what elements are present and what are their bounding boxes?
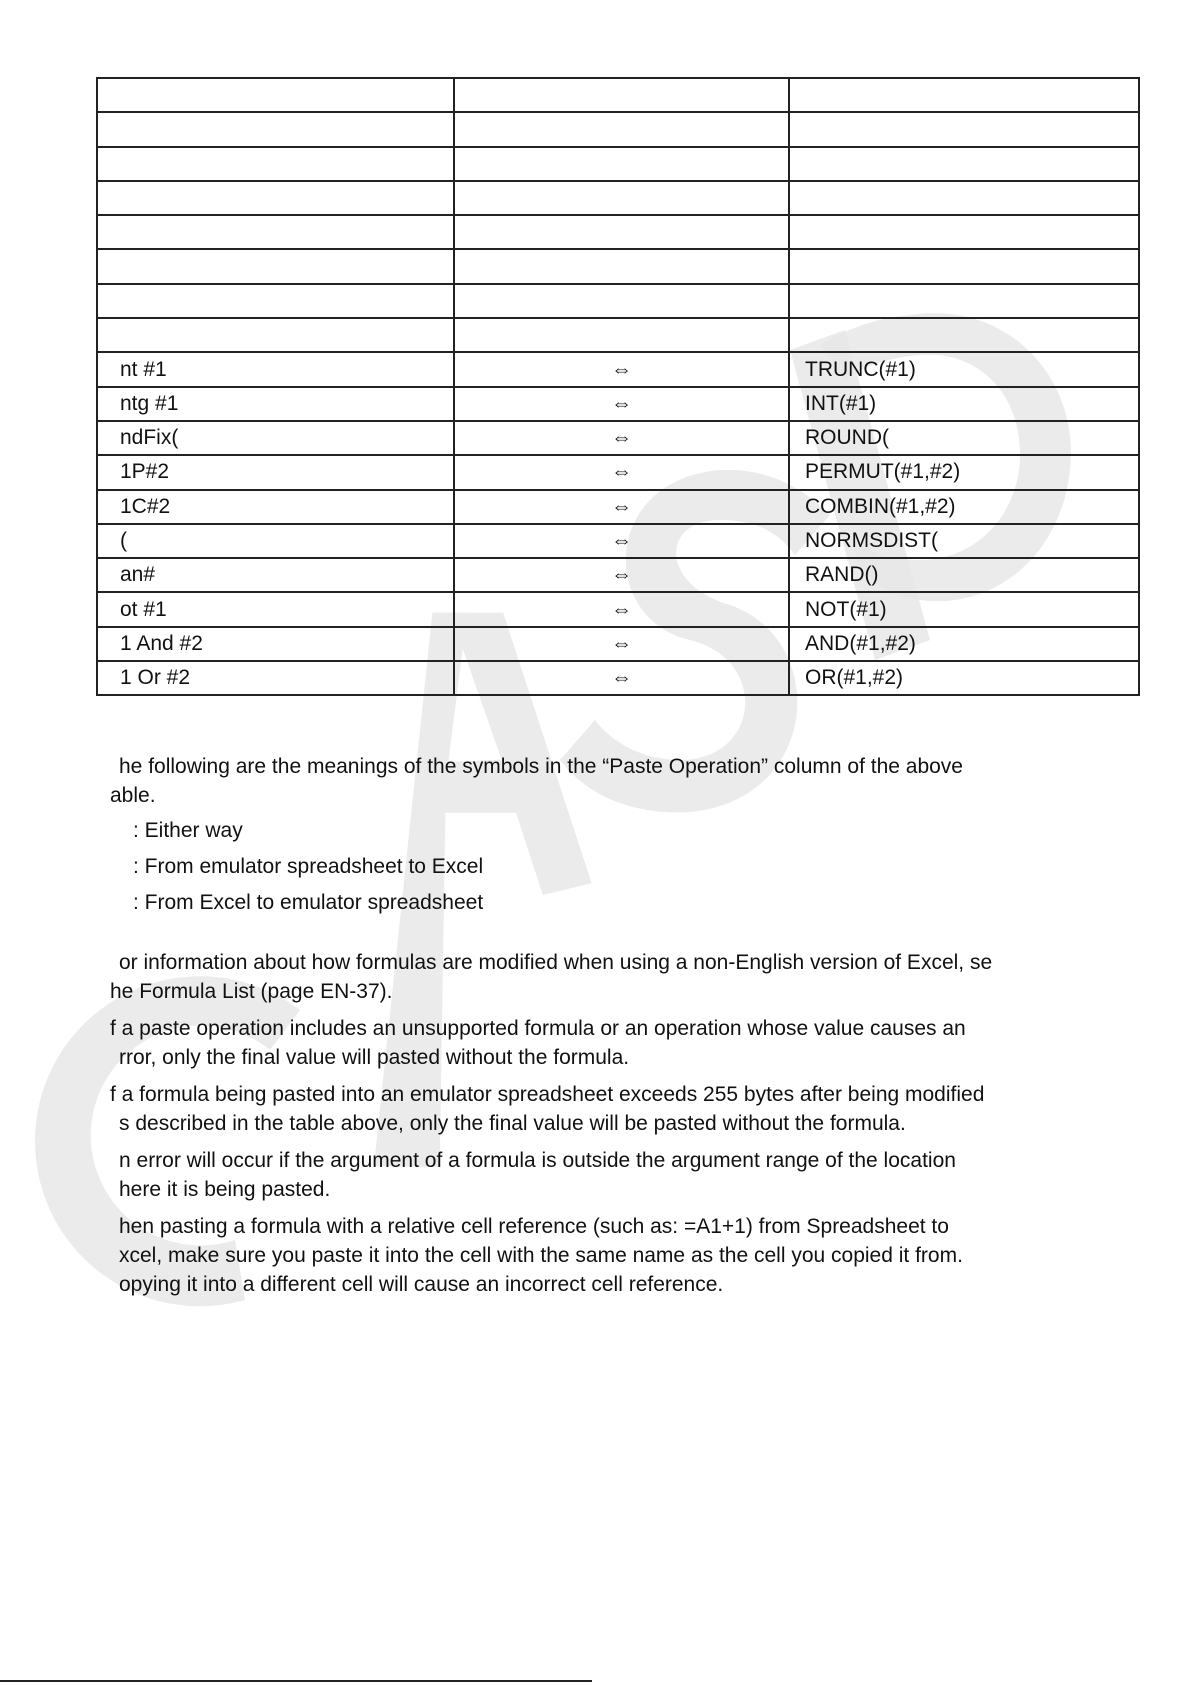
excel-formula-cell: OR(#1,#2) — [789, 661, 1139, 695]
note-line: rror, only the final value will pasted without the formula. — [119, 1046, 630, 1069]
table-row — [97, 147, 1139, 181]
excel-formula-cell: TRUNC(#1) — [789, 352, 1139, 386]
table-row — [97, 524, 1139, 558]
notes-intro-line: able. — [110, 784, 156, 807]
table-row — [97, 284, 1139, 318]
excel-formula-cell: INT(#1) — [789, 387, 1139, 421]
table-row — [97, 318, 1139, 352]
excel-formula-cell — [789, 112, 1139, 146]
footer-rule — [0, 1680, 592, 1682]
excel-formula-cell — [789, 147, 1139, 181]
calculator-expression-cell — [97, 249, 454, 283]
paste-operation-symbol-cell — [454, 78, 789, 112]
note-line: xcel, make sure you paste it into the cell with the same name as the cell you copied it from. — [119, 1244, 963, 1267]
note-line: hen pasting a formula with a relative cell reference (such as: =A1+1) from Spreadsheet to — [119, 1215, 949, 1238]
table-row — [97, 112, 1139, 146]
table-row — [97, 421, 1139, 455]
calculator-expression-cell: ndFix( — [97, 421, 454, 455]
calculator-expression-cell: ot #1 — [97, 592, 454, 626]
paste-operation-symbol-cell — [454, 215, 789, 249]
notes-list — [110, 948, 1079, 1299]
note-line: he Formula List (page EN-37). — [110, 980, 393, 1003]
table-row — [97, 181, 1139, 215]
legend-item: : Either way — [133, 819, 243, 842]
note-line: opying it into a different cell will cause an incorrect cell reference. — [119, 1273, 724, 1296]
excel-formula-cell — [789, 318, 1139, 352]
paste-operation-symbol-cell — [454, 318, 789, 352]
calculator-expression-cell — [97, 284, 454, 318]
note-line: f a paste operation includes an unsupported formula or an operation whose value causes an — [110, 1017, 966, 1040]
paste-operation-symbol-cell: ⇔ — [454, 455, 789, 489]
note-item — [110, 1014, 1079, 1072]
calculator-expression-cell — [97, 78, 454, 112]
note-item — [119, 1212, 1079, 1299]
note-line: f a formula being pasted into an emulator spreadsheet exceeds 255 bytes after being modified — [110, 1083, 985, 1106]
calculator-expression-cell: 1 And #2 — [97, 627, 454, 661]
paste-operation-symbol-cell: ⇔ — [454, 592, 789, 626]
calculator-expression-cell: an# — [97, 558, 454, 592]
excel-formula-cell: NORMSDIST( — [789, 524, 1139, 558]
paste-operation-symbol-cell: ⇔ — [454, 558, 789, 592]
excel-formula-cell: NOT(#1) — [789, 592, 1139, 626]
excel-formula-cell: PERMUT(#1,#2) — [789, 455, 1139, 489]
calculator-expression-cell: 1P#2 — [97, 455, 454, 489]
paste-operation-symbol-cell: ⇔ — [454, 352, 789, 386]
note-item — [110, 948, 1079, 1006]
calculator-expression-cell: nt #1 — [97, 352, 454, 386]
table-row — [97, 558, 1139, 592]
calculator-expression-cell — [97, 181, 454, 215]
notes-section — [110, 752, 1079, 1307]
excel-formula-cell: RAND() — [789, 558, 1139, 592]
paste-operation-symbol-cell: ⇔ — [454, 387, 789, 421]
note-item — [110, 1080, 1079, 1138]
table-row — [97, 490, 1139, 524]
paste-operation-symbol-cell — [454, 147, 789, 181]
excel-formula-cell: COMBIN(#1,#2) — [789, 490, 1139, 524]
table-row — [97, 455, 1139, 489]
note-line: here it is being pasted. — [119, 1178, 331, 1201]
excel-formula-cell — [789, 78, 1139, 112]
excel-formula-cell: AND(#1,#2) — [789, 627, 1139, 661]
note-line: or information about how formulas are modified when using a non-English version of Excel, se — [119, 951, 993, 974]
symbol-legend — [119, 816, 1079, 917]
note-item — [119, 1146, 1079, 1204]
paste-operation-symbol-cell: ⇔ — [454, 661, 789, 695]
calculator-expression-cell: ( — [97, 524, 454, 558]
note-line: s described in the table above, only the final value will be pasted without the formula. — [119, 1112, 906, 1135]
note-line: n error will occur if the argument of a formula is outside the argument range of the location — [119, 1149, 956, 1172]
excel-formula-cell: ROUND( — [789, 421, 1139, 455]
calculator-expression-cell — [97, 215, 454, 249]
calculator-expression-cell — [97, 147, 454, 181]
table-row — [97, 627, 1139, 661]
calculator-expression-cell — [97, 112, 454, 146]
excel-formula-cell — [789, 284, 1139, 318]
paste-operation-symbol-cell: ⇔ — [454, 490, 789, 524]
paste-operation-symbol-cell: ⇔ — [454, 627, 789, 661]
table-row — [97, 249, 1139, 283]
notes-intro-line: he following are the meanings of the symbols in the “Paste Operation” column of the above — [119, 755, 963, 778]
table-row — [97, 352, 1139, 386]
excel-formula-cell — [789, 249, 1139, 283]
legend-item: : From Excel to emulator spreadsheet — [133, 891, 484, 914]
excel-formula-cell — [789, 181, 1139, 215]
calculator-expression-cell: ntg #1 — [97, 387, 454, 421]
paste-operation-symbol-cell — [454, 181, 789, 215]
paste-operation-symbol-cell — [454, 112, 789, 146]
calculator-expression-cell: 1C#2 — [97, 490, 454, 524]
paste-operation-symbol-cell — [454, 284, 789, 318]
table-row — [97, 661, 1139, 695]
table-row — [97, 215, 1139, 249]
calculator-expression-cell: 1 Or #2 — [97, 661, 454, 695]
formula-conversion-table — [96, 77, 1140, 696]
table-row — [97, 387, 1139, 421]
paste-operation-symbol-cell — [454, 249, 789, 283]
legend-item: : From emulator spreadsheet to Excel — [133, 855, 484, 878]
table-row — [97, 592, 1139, 626]
paste-operation-symbol-cell: ⇔ — [454, 421, 789, 455]
calculator-expression-cell — [97, 318, 454, 352]
table-row — [97, 78, 1139, 112]
paste-operation-symbol-cell: ⇔ — [454, 524, 789, 558]
excel-formula-cell — [789, 215, 1139, 249]
